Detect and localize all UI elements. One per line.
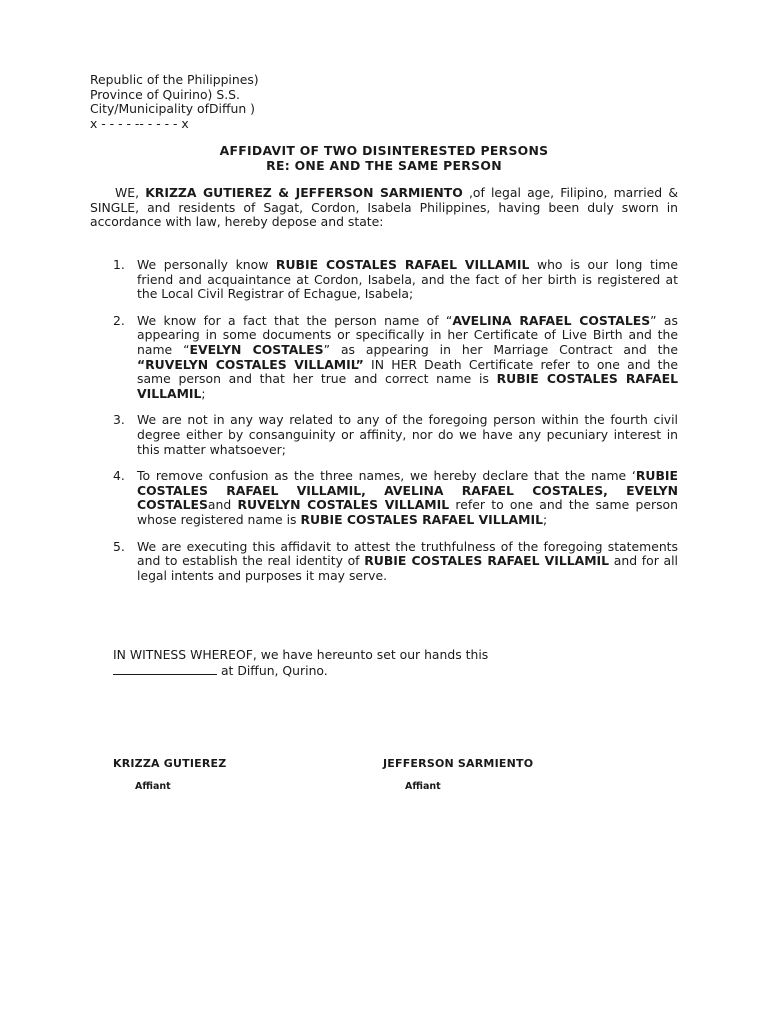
item-text: We know for a fact that the person name of “ <box>137 312 453 328</box>
item-number: 1. <box>113 257 125 272</box>
item-bold-name: RUBIE COSTALES RAFAEL VILLAMIL, AVELINA RAFAEL COSTALES, EVELYN COSTALES <box>137 468 678 513</box>
item-bold-name: “RUVELYN COSTALES VILLAMIL” <box>137 356 364 372</box>
affiant-role-right: Affiant <box>405 780 441 792</box>
list-item <box>113 540 678 584</box>
item-text: and for all legal intents and purposes it may serve. <box>137 553 678 583</box>
witness-location: at Diffun, Qurino. <box>217 662 328 678</box>
header-line-municipality: City/Municipality ofDiffun ) <box>90 101 255 117</box>
item-bold-name: RUBIE COSTALES RAFAEL VILLAMIL <box>364 553 610 569</box>
statement-list <box>113 258 678 595</box>
list-item <box>113 258 678 302</box>
item-text: and <box>207 497 232 513</box>
affiant-name-right: JEFFERSON SARMIENTO <box>383 757 534 770</box>
item-bold-name: AVELINA RAFAEL COSTALES <box>452 312 651 328</box>
intro-text-2: ,of legal age, Filipino, married & SINGLE, and residents of Sagat, Cordon, Isabela Philippines, having been duly sworn in accordance with law, hereby depose and state: <box>90 185 678 230</box>
item-text: ” as appearing in some documents or specifically in her Certificate of Live Birth and the name “ <box>137 312 678 357</box>
item-bold-name: RUBIE COSTALES RAFAEL VILLAMIL <box>300 511 543 527</box>
date-blank-line <box>113 663 217 675</box>
title-line-2: RE: ONE AND THE SAME PERSON <box>266 158 502 173</box>
item-text: We are not in any way related to any of the foregoing person within the fourth civil degree either by consanguinity or affinity, nor do we have any pecuniary interest in this matter whatsoever; <box>137 412 678 457</box>
item-text: who is our long time friend and acquaintance at Cordon, Isabela, and the fact of her birth is registered at the Local Civil Registrar of Echague, Isabela; <box>137 257 678 302</box>
witness-line-2 <box>113 663 678 679</box>
item-text: We personally know <box>137 257 269 272</box>
list-item <box>113 314 678 402</box>
witness-clause <box>113 648 678 678</box>
list-item <box>113 469 678 527</box>
item-text: We are executing this affidavit to attest the truthfulness of the foregoing statements and to establish the real identity of <box>137 538 678 569</box>
header-line-province: Province of Quirino) S.S. <box>90 86 240 102</box>
item-number: 2. <box>113 312 125 328</box>
list-item <box>113 413 678 457</box>
item-number: 5. <box>113 538 125 554</box>
header-line-republic: Republic of the Philippines) <box>90 72 259 87</box>
title-line-1: AFFIDAVIT OF TWO DISINTERESTED PERSONS <box>219 143 549 158</box>
header-line-separator: x - - - - -- - - - - x <box>90 115 189 131</box>
intro-text-1: WE, <box>115 185 140 200</box>
item-text: IN HER Death Certificate refer to one and the same person and that her true and correct name is <box>137 356 679 387</box>
signature-block-left <box>113 757 226 794</box>
item-bold-name: RUBIE COSTALES RAFAEL VILLAMIL <box>275 257 530 272</box>
item-text: To remove confusion as the three names, we hereby declare that the name ‘ <box>137 468 636 484</box>
item-number: 3. <box>113 412 125 428</box>
document-title <box>90 143 678 173</box>
signature-block-right <box>383 757 533 794</box>
item-text: ” as appearing in her Marriage Contract and the <box>323 341 678 357</box>
intro-paragraph <box>90 186 678 230</box>
affiant-name-left: KRIZZA GUTIEREZ <box>113 757 227 770</box>
affiant-names: KRIZZA GUTIEREZ & JEFFERSON SARMIENTO <box>145 185 463 200</box>
item-bold-name: EVELYN COSTALES <box>189 341 324 357</box>
item-bold-name: RUVELYN COSTALES VILLAMIL <box>237 497 450 513</box>
item-bold-name: RUBIE COSTALES RAFAEL VILLAMIL <box>137 371 678 401</box>
venue-header <box>90 73 259 131</box>
item-number: 4. <box>113 468 125 484</box>
item-text: ; <box>542 511 548 527</box>
witness-line-1: IN WITNESS WHEREOF, we have hereunto set our hands this <box>113 647 489 662</box>
item-text: refer to one and the same person whose registered name is <box>137 497 678 527</box>
item-text: ; <box>201 385 206 401</box>
affiant-role-left: Affiant <box>135 780 171 792</box>
